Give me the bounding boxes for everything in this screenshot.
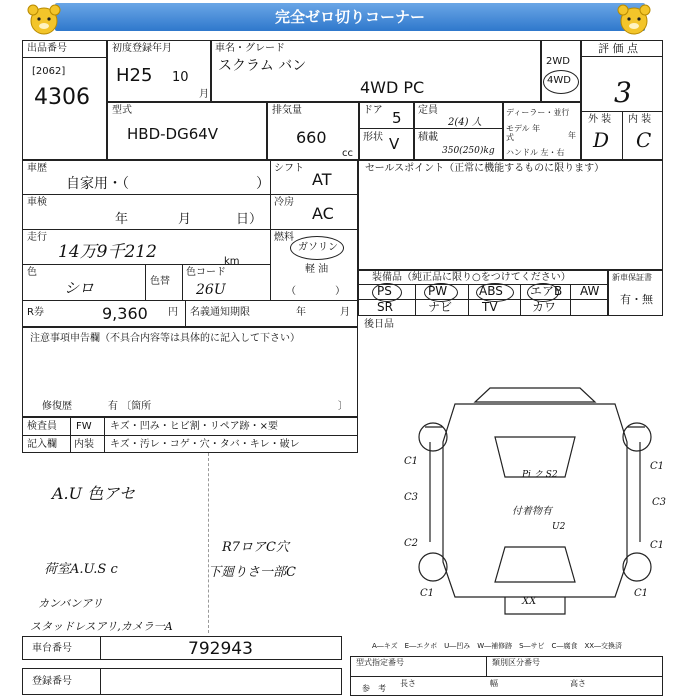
- fuel-paren: （ ）: [286, 286, 364, 297]
- notes-label: 注意事項申告欄（不具合内容等は具体的に記入して下さい）: [30, 333, 300, 344]
- first-reg-month-unit: 月: [199, 89, 209, 100]
- shift-value: AT: [312, 170, 332, 189]
- color-label: 色: [27, 267, 37, 278]
- equip-airbag: エアB: [530, 284, 563, 298]
- fuel-label: 燃料: [274, 232, 294, 243]
- history-label: 車歴: [27, 163, 47, 174]
- ac-value: AC: [312, 204, 334, 223]
- note-line-2: 荷室A.U.S c: [44, 562, 118, 577]
- color-value: シロ: [64, 279, 95, 297]
- note-line-3: カンバンアリ: [38, 597, 103, 610]
- bear-mascot-right-icon: [612, 2, 656, 38]
- int-items: キズ・汚レ・コゲ・穴・タバ・キレ・破レ: [110, 439, 300, 450]
- equip-navi: ナビ: [428, 300, 453, 314]
- score-value: 3: [614, 76, 632, 109]
- fw-label: FW: [76, 421, 92, 432]
- rear-seat-label: 後日品: [364, 319, 394, 330]
- recycle-value: 9,360: [102, 304, 148, 323]
- capacity-value: 2(4) 人: [448, 117, 482, 128]
- load-label: 積載: [418, 132, 438, 143]
- car-diagram: [395, 382, 675, 622]
- fuel-gas: ガソリン: [298, 242, 338, 253]
- diagram-c1-bottom-left: C1: [420, 588, 435, 599]
- car-name: スクラム バン: [218, 58, 307, 74]
- inspection-label: 車検: [27, 197, 47, 208]
- first-reg-month: 10: [172, 70, 189, 85]
- inspector-label: 検査員: [27, 421, 57, 432]
- recycle-unit: 円: [168, 307, 178, 318]
- mileage-unit: km: [224, 256, 240, 267]
- doors-label: ドア: [363, 105, 383, 116]
- lot-number: 4306: [34, 85, 90, 110]
- score-int-label: 内 装: [628, 114, 652, 125]
- diagram-c3-right: C3: [652, 497, 667, 508]
- model-year-label: モデル 年式: [506, 124, 541, 142]
- inspection-month: 月: [178, 212, 192, 227]
- ac-label: 冷房: [274, 197, 294, 208]
- diagram-c1-right-2: C1: [650, 540, 665, 551]
- equip-sr: SR: [377, 300, 393, 314]
- repair-value: 有 〔箇所: [108, 401, 152, 412]
- damage-legend: A―キズ E―エクボ U―凹み W―補修跡 S―サビ C―腐食 XX―交換済: [372, 642, 623, 650]
- notice-month: 月: [340, 307, 350, 318]
- diagram-xx: XX: [522, 596, 537, 607]
- diagram-note-2: 付着物有: [512, 506, 552, 517]
- diagram-c1-left: C1: [404, 456, 419, 467]
- doors-value: 5: [392, 109, 402, 127]
- diagram-note-1: Pi ク S2: [522, 470, 558, 480]
- chassis-label: 車台番号: [32, 643, 72, 654]
- ref-label: 参 考: [362, 684, 386, 693]
- equip-pw: PW: [428, 284, 448, 298]
- equip-ps: PS: [377, 284, 392, 298]
- class-number-label: 類別区分番号: [492, 658, 540, 667]
- recycle-label: R券: [27, 307, 44, 318]
- score-ext: D: [593, 128, 610, 152]
- entry-label: 記入欄: [27, 439, 57, 450]
- note-right-1: R7ロアC穴: [222, 540, 290, 555]
- displacement-value: 660: [296, 128, 327, 147]
- first-reg-label: 初度登録年月: [112, 43, 172, 54]
- dealer-label: ディーラー・並行: [506, 108, 570, 117]
- lot-label: 出品番号: [27, 43, 67, 54]
- diagram-c3-left: C3: [404, 492, 419, 503]
- equipment-label: 装備品（純正品に限り○をつけてください）: [372, 272, 571, 283]
- capacity-label: 定員: [418, 105, 438, 116]
- inspection-day: 日）: [236, 212, 263, 227]
- diagram-c1-bottom-right: C1: [634, 588, 649, 599]
- repair-close: 〕: [338, 401, 348, 412]
- lot-sub: [2062]: [32, 66, 66, 77]
- diagram-c2: C2: [404, 538, 419, 549]
- year-unit: 年: [568, 131, 576, 140]
- fuel-diesel: 軽 油: [305, 264, 329, 275]
- notice-label: 名義通知期限: [190, 307, 250, 318]
- chassis-number: 792943: [188, 639, 253, 659]
- diagram-c1-right: C1: [650, 461, 665, 472]
- banner-title-wrap: [55, 3, 645, 31]
- banner-title: 完全ゼロ切りコーナー: [274, 8, 425, 26]
- load-value: 350(250)kg: [442, 146, 495, 156]
- handle-label: ハンドル 左・右: [506, 148, 565, 157]
- warranty-label: 新車保証書: [612, 273, 652, 282]
- equip-abs: ABS: [479, 284, 503, 298]
- model-value: HBD-DG64V: [127, 125, 219, 143]
- height-label: 高さ: [570, 679, 586, 688]
- width-label: 幅: [490, 679, 498, 688]
- displacement-unit: cc: [342, 148, 353, 159]
- color-change-label: 色替: [150, 276, 170, 287]
- score-ext-label: 外 装: [588, 114, 612, 125]
- shift-label: シフト: [274, 163, 304, 174]
- color-code: 26U: [196, 282, 226, 298]
- car-grade: 4WD PC: [360, 78, 425, 97]
- mileage-label: 走行: [27, 232, 47, 243]
- displacement-label: 排気量: [272, 105, 302, 116]
- score-label: 評 価 点: [598, 42, 638, 55]
- shape-value: V: [389, 135, 400, 153]
- sales-point-cell: [358, 160, 663, 270]
- sales-point-label: セールスポイント（正常に機能するものに限ります）: [365, 163, 605, 174]
- drive-4wd: 4WD: [547, 75, 571, 86]
- fw-items: キズ・凹み・ヒビ割・リペア跡・×要: [110, 421, 278, 432]
- color-code-label: 色コード: [186, 267, 226, 278]
- length-label: 長さ: [400, 679, 416, 688]
- equip-leather: カワ: [532, 300, 557, 314]
- model-label: 型式: [112, 105, 132, 116]
- history-close: ）: [256, 176, 270, 192]
- repair-label: 修復歴: [42, 401, 72, 412]
- equip-aw: AW: [580, 284, 600, 298]
- car-name-label: 車名・グレード: [215, 43, 285, 54]
- int-label: 内装: [74, 439, 94, 450]
- note-right-2: 下廻りさ一部C: [208, 565, 296, 580]
- diagram-note-3: U2: [552, 522, 566, 532]
- shape-label: 形状: [363, 132, 383, 143]
- history-value: 自家用・（: [66, 176, 129, 192]
- mileage-value: 14万9千212: [58, 242, 157, 262]
- first-reg-era: H25: [116, 65, 153, 86]
- registration-label: 登録番号: [32, 676, 72, 687]
- score-int: C: [636, 128, 652, 152]
- note-line-4: スタッドレスアリ,カメラ一A: [30, 620, 173, 633]
- notice-year: 年: [296, 307, 306, 318]
- note-line-1: A.U 色アセ: [52, 484, 136, 503]
- drive-2wd: 2WD: [546, 56, 570, 67]
- bear-mascot-left-icon: [22, 2, 66, 38]
- equip-tv: TV: [482, 300, 498, 314]
- inspection-year: 年: [115, 212, 129, 227]
- type-number-label: 型式指定番号: [356, 658, 404, 667]
- warranty-value: 有・無: [620, 293, 653, 306]
